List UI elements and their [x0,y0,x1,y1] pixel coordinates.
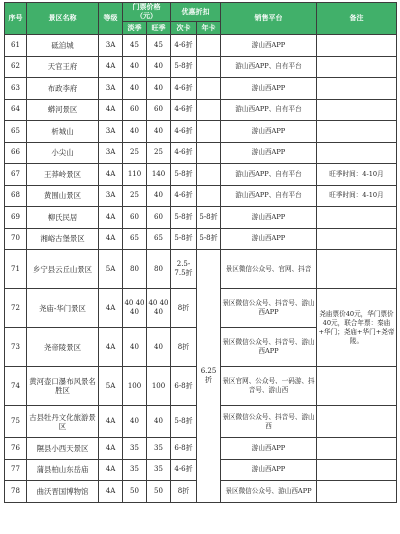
cell-off-season: 60 [123,99,147,121]
header-note: 备注 [317,3,397,35]
cell-name: 蟒河景区 [27,99,99,121]
cell-name: 小尖山 [27,142,99,164]
cell-off-season: 50 [123,481,147,503]
cell-one-time-card: 4-6折 [171,121,197,143]
cell-peak-season: 35 [147,438,171,460]
cell-annual-card [197,142,221,164]
cell-annual-card [197,99,221,121]
cell-peak-season: 80 [147,250,171,289]
cell-note [317,459,397,481]
cell-no: 78 [5,481,27,503]
cell-note [317,207,397,229]
cell-note [317,438,397,460]
cell-off-season: 25 [123,185,147,207]
cell-no: 74 [5,367,27,406]
header-no: 序号 [5,3,27,35]
table-row [5,142,397,164]
table-row [5,185,397,207]
cell-annual-card [197,121,221,143]
cell-platform: 景区微信公众号、游山西APP [221,481,317,503]
cell-name: 布政李府 [27,78,99,100]
table-row [5,250,397,289]
cell-off-season: 45 [123,35,147,57]
table-row [5,228,397,250]
cell-off-season: 35 [123,438,147,460]
cell-one-time-card: 4-6折 [171,142,197,164]
cell-level: 4A [99,99,123,121]
cell-level: 4A [99,289,123,328]
cell-peak-season: 40 [147,56,171,78]
cell-platform: 景区官网、公众号、一码游、抖音号、游山西 [221,367,317,406]
header-off-season: 淡季 [123,22,147,35]
cell-level: 4A [99,328,123,367]
header-platform: 销售平台 [221,3,317,35]
cell-off-season: 65 [123,228,147,250]
cell-name: 湘峪古堡景区 [27,228,99,250]
table-row [5,99,397,121]
cell-one-time-card: 4-6折 [171,78,197,100]
cell-one-time-card: 4-6折 [171,35,197,57]
cell-one-time-card: 4-6折 [171,99,197,121]
cell-one-time-card: 6-8折 [171,367,197,406]
cell-platform: 游山西APP [221,121,317,143]
cell-name: 曲沃晋国博物馆 [27,481,99,503]
cell-one-time-card: 5-8折 [171,228,197,250]
cell-peak-season: 65 [147,228,171,250]
cell-no: 72 [5,289,27,328]
cell-peak-season: 40 [147,185,171,207]
cell-platform: 游山西APP、自有平台 [221,99,317,121]
cell-level: 4A [99,56,123,78]
cell-level: 4A [99,459,123,481]
cell-level: 3A [99,185,123,207]
cell-off-season: 35 [123,459,147,481]
cell-peak-season: 40 [147,406,171,438]
cell-one-time-card: 2.5-7.5折 [171,250,197,289]
cell-off-season: 60 [123,207,147,229]
cell-no: 77 [5,459,27,481]
cell-one-time-card: 5-8折 [171,164,197,186]
cell-peak-season: 40 [147,328,171,367]
header-name: 景区名称 [27,3,99,35]
cell-level: 4A [99,438,123,460]
cell-annual-card: 5-8折 [197,207,221,229]
cell-off-season: 40 40 40 [123,289,147,328]
cell-level: 4A [99,228,123,250]
cell-annual-card: 5-8折 [197,228,221,250]
cell-peak-season: 40 [147,121,171,143]
cell-name: 王莽岭景区 [27,164,99,186]
cell-note: 旺季时间：4-10月 [317,185,397,207]
cell-no: 71 [5,250,27,289]
cell-platform: 景区微信公众号、官网、抖音 [221,250,317,289]
cell-level: 5A [99,367,123,406]
header-price: 门票价格（元） [123,3,171,22]
cell-peak-season: 50 [147,481,171,503]
cell-peak-season: 100 [147,367,171,406]
table-row [5,35,397,57]
cell-name: 黄河壶口瀑布风景名胜区 [27,367,99,406]
cell-level: 3A [99,35,123,57]
table-header-row [5,3,397,22]
cell-note [317,367,397,406]
cell-level: 4A [99,207,123,229]
cell-note: 尧庙票价40元，华门票价40元，联合年票：秦庙+华门；尧庙+华门+尧帝陵。 [317,289,397,367]
table-row [5,164,397,186]
cell-note [317,35,397,57]
cell-level: 4A [99,406,123,438]
cell-peak-season: 60 [147,99,171,121]
cell-no: 75 [5,406,27,438]
cell-level: 3A [99,121,123,143]
cell-off-season: 100 [123,367,147,406]
cell-level: 4A [99,164,123,186]
cell-one-time-card: 5-8折 [171,207,197,229]
scenic-spot-table-page [4,2,396,532]
cell-no: 68 [5,185,27,207]
header-level: 等级 [99,3,123,35]
cell-peak-season: 60 [147,207,171,229]
cell-note [317,78,397,100]
cell-one-time-card: 6-8折 [171,438,197,460]
cell-peak-season: 140 [147,164,171,186]
cell-off-season: 40 [123,56,147,78]
cell-name: 砥洎城 [27,35,99,57]
cell-no: 76 [5,438,27,460]
cell-no: 63 [5,78,27,100]
cell-platform: 游山西APP、自有平台 [221,56,317,78]
cell-no: 69 [5,207,27,229]
cell-platform: 游山西APP [221,438,317,460]
cell-platform: 游山西APP [221,78,317,100]
cell-one-time-card: 4-6折 [171,459,197,481]
cell-no: 70 [5,228,27,250]
cell-level: 3A [99,78,123,100]
table-row [5,207,397,229]
cell-note: 旺季时间：4-10月 [317,164,397,186]
cell-platform: 游山西APP、自有平台 [221,164,317,186]
table-row [5,121,397,143]
cell-name: 古县牡丹文化旅游景区 [27,406,99,438]
cell-name: 天官王府 [27,56,99,78]
cell-note [317,250,397,289]
cell-peak-season: 40 [147,78,171,100]
cell-no: 73 [5,328,27,367]
cell-name: 析城山 [27,121,99,143]
cell-off-season: 40 [123,121,147,143]
cell-no: 62 [5,56,27,78]
cell-one-time-card: 8折 [171,289,197,328]
cell-off-season: 40 [123,328,147,367]
cell-note [317,228,397,250]
cell-platform: 景区微信公众号、抖音号、游山西 [221,406,317,438]
cell-off-season: 80 [123,250,147,289]
cell-platform: 游山西APP [221,207,317,229]
cell-level: 5A [99,250,123,289]
scenic-spot-price-table [4,2,397,503]
cell-name: 黄围山景区 [27,185,99,207]
cell-note [317,121,397,143]
cell-peak-season: 35 [147,459,171,481]
cell-name: 蒲县柏山东岳庙 [27,459,99,481]
cell-annual-card-shared: 6.25折 [197,250,221,503]
cell-one-time-card: 5-8折 [171,56,197,78]
cell-name: 隰县小西天景区 [27,438,99,460]
cell-annual-card [197,35,221,57]
cell-note [317,481,397,503]
cell-annual-card [197,185,221,207]
cell-one-time-card: 8折 [171,481,197,503]
cell-platform: 游山西APP [221,228,317,250]
cell-platform: 景区微信公众号、抖音号、游山西APP [221,328,317,367]
header-annual-card: 年卡 [197,22,221,35]
cell-annual-card [197,78,221,100]
cell-no: 65 [5,121,27,143]
cell-off-season: 110 [123,164,147,186]
cell-no: 67 [5,164,27,186]
cell-no: 61 [5,35,27,57]
cell-note [317,56,397,78]
cell-annual-card [197,164,221,186]
cell-no: 64 [5,99,27,121]
table-row [5,78,397,100]
cell-level: 4A [99,481,123,503]
table-row [5,56,397,78]
cell-name: 柳氏民居 [27,207,99,229]
header-discount: 优惠折扣 [171,3,221,22]
cell-platform: 游山西APP [221,459,317,481]
cell-peak-season: 45 [147,35,171,57]
header-one-time-card: 次卡 [171,22,197,35]
cell-level: 3A [99,142,123,164]
cell-off-season: 40 [123,78,147,100]
header-peak-season: 旺季 [147,22,171,35]
cell-platform: 游山西APP、自有平台 [221,185,317,207]
cell-one-time-card: 4-6折 [171,185,197,207]
cell-peak-season: 25 [147,142,171,164]
cell-name: 乡宁县云丘山景区 [27,250,99,289]
cell-no: 66 [5,142,27,164]
cell-platform: 景区微信公众号、抖音号、游山西APP [221,289,317,328]
cell-annual-card [197,56,221,78]
cell-off-season: 25 [123,142,147,164]
cell-name: 尧帝陵景区 [27,328,99,367]
cell-peak-season: 40 40 40 [147,289,171,328]
cell-name: 尧庙-华门景区 [27,289,99,328]
cell-note [317,99,397,121]
cell-note [317,142,397,164]
cell-note [317,406,397,438]
cell-one-time-card: 8折 [171,328,197,367]
table-body [5,35,397,503]
cell-off-season: 40 [123,406,147,438]
cell-platform: 游山西APP [221,142,317,164]
cell-one-time-card: 5-8折 [171,406,197,438]
cell-platform: 游山西APP [221,35,317,57]
